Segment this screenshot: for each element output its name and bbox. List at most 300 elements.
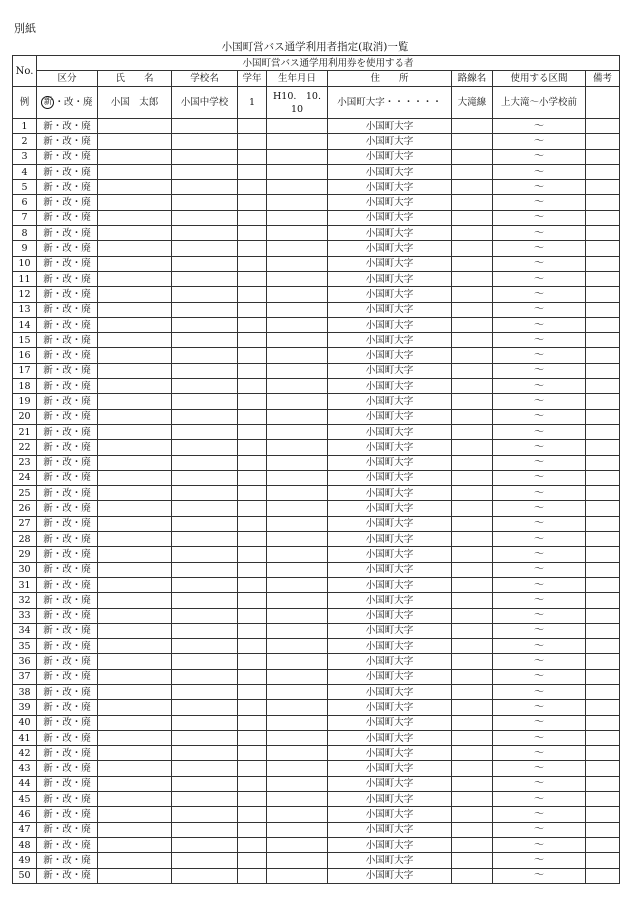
row-address: 小国町大字 [328,822,452,837]
row-grade [238,623,267,638]
row-birth [267,837,328,852]
row-birth [267,593,328,608]
row-school [172,516,238,531]
example-birth-line1: H10. 10. [272,90,321,102]
row-birth [267,761,328,776]
row-grade [238,271,267,286]
row-route [452,134,493,149]
row-number: 22 [13,440,37,455]
row-birth [267,730,328,745]
row-grade [238,226,267,241]
row-route [452,516,493,531]
row-school [172,180,238,195]
row-name [98,577,172,592]
row-school [172,669,238,684]
table-row [13,684,620,699]
table-row [13,654,620,669]
table-row [13,837,620,852]
row-number: 8 [13,226,37,241]
row-route [452,623,493,638]
row-route [452,593,493,608]
row-grade [238,195,267,210]
row-remarks [586,669,620,684]
row-category: 新・改・廃 [37,119,98,134]
row-name [98,379,172,394]
row-route [452,363,493,378]
row-grade [238,837,267,852]
row-section: ～ [493,210,586,225]
row-number: 28 [13,532,37,547]
row-name [98,119,172,134]
table-row [13,195,620,210]
row-category: 新・改・廃 [37,271,98,286]
example-no: 例 [13,87,37,119]
row-school [172,119,238,134]
row-grade [238,746,267,761]
row-category: 新・改・廃 [37,486,98,501]
row-route [452,792,493,807]
row-school [172,195,238,210]
row-address: 小国町大字 [328,195,452,210]
row-section: ～ [493,822,586,837]
row-category: 新・改・廃 [37,730,98,745]
row-remarks [586,837,620,852]
row-route [452,302,493,317]
row-category: 新・改・廃 [37,562,98,577]
row-section: ～ [493,409,586,424]
row-remarks [586,776,620,791]
row-number: 18 [13,379,37,394]
table-row [13,822,620,837]
row-name [98,761,172,776]
row-remarks [586,654,620,669]
row-name [98,164,172,179]
row-address: 小国町大字 [328,271,452,286]
row-school [172,409,238,424]
row-address: 小国町大字 [328,516,452,531]
table-row [13,516,620,531]
row-number: 3 [13,149,37,164]
row-name [98,409,172,424]
row-grade [238,119,267,134]
table-row [13,455,620,470]
table-row [13,317,620,332]
row-remarks [586,195,620,210]
row-category: 新・改・廃 [37,501,98,516]
row-number: 40 [13,715,37,730]
table-row [13,608,620,623]
row-section: ～ [493,241,586,256]
row-number: 24 [13,470,37,485]
row-grade [238,715,267,730]
row-grade [238,639,267,654]
row-section: ～ [493,333,586,348]
row-address: 小国町大字 [328,654,452,669]
row-remarks [586,241,620,256]
row-address: 小国町大字 [328,302,452,317]
row-remarks [586,363,620,378]
row-category: 新・改・廃 [37,593,98,608]
row-section: ～ [493,302,586,317]
row-school [172,639,238,654]
row-section: ～ [493,669,586,684]
row-address: 小国町大字 [328,715,452,730]
row-remarks [586,822,620,837]
row-category: 新・改・廃 [37,837,98,852]
row-number: 39 [13,700,37,715]
row-category: 新・改・廃 [37,256,98,271]
row-name [98,868,172,883]
row-remarks [586,409,620,424]
row-birth [267,409,328,424]
circled-category: 新 [41,96,54,109]
row-address: 小国町大字 [328,134,452,149]
row-route [452,684,493,699]
table-row [13,363,620,378]
row-name [98,363,172,378]
row-route [452,333,493,348]
row-remarks [586,348,620,363]
row-grade [238,807,267,822]
row-name [98,210,172,225]
row-school [172,149,238,164]
row-address: 小国町大字 [328,256,452,271]
table-row [13,547,620,562]
row-birth [267,119,328,134]
row-remarks [586,608,620,623]
example-category-rest: ・改・廃 [54,97,93,108]
row-number: 10 [13,256,37,271]
row-address: 小国町大字 [328,792,452,807]
example-category [37,87,98,119]
row-route [452,440,493,455]
row-birth [267,134,328,149]
row-route [452,639,493,654]
row-number: 4 [13,164,37,179]
example-route: 大滝線 [452,87,493,119]
table-row [13,776,620,791]
row-grade [238,440,267,455]
header-route: 路線名 [452,71,493,87]
row-grade [238,853,267,868]
header-category: 区分 [37,71,98,87]
table-row [13,256,620,271]
row-name [98,440,172,455]
row-number: 2 [13,134,37,149]
row-grade [238,654,267,669]
row-number: 17 [13,363,37,378]
table-row [13,669,620,684]
table-row [13,623,620,638]
row-remarks [586,746,620,761]
table-row [13,409,620,424]
row-route [452,853,493,868]
row-number: 45 [13,792,37,807]
row-section: ～ [493,593,586,608]
row-name [98,516,172,531]
row-name [98,394,172,409]
row-birth [267,317,328,332]
row-category: 新・改・廃 [37,577,98,592]
row-section: ～ [493,317,586,332]
row-birth [267,639,328,654]
row-category: 新・改・廃 [37,440,98,455]
row-number: 47 [13,822,37,837]
row-name [98,501,172,516]
row-name [98,700,172,715]
row-remarks [586,210,620,225]
row-school [172,486,238,501]
row-section: ～ [493,363,586,378]
row-remarks [586,532,620,547]
row-category: 新・改・廃 [37,700,98,715]
row-birth [267,149,328,164]
row-grade [238,164,267,179]
row-birth [267,868,328,883]
table-row [13,119,620,134]
row-address: 小国町大字 [328,164,452,179]
row-school [172,164,238,179]
row-school [172,608,238,623]
row-section: ～ [493,577,586,592]
row-birth [267,746,328,761]
table-row [13,746,620,761]
row-category: 新・改・廃 [37,241,98,256]
row-school [172,241,238,256]
row-section: ～ [493,348,586,363]
annex-label: 別紙 [14,22,36,35]
row-category: 新・改・廃 [37,822,98,837]
row-address: 小国町大字 [328,287,452,302]
row-number: 31 [13,577,37,592]
row-category: 新・改・廃 [37,409,98,424]
row-number: 9 [13,241,37,256]
row-remarks [586,868,620,883]
row-school [172,271,238,286]
row-grade [238,302,267,317]
row-grade [238,180,267,195]
row-address: 小国町大字 [328,210,452,225]
table-row [13,792,620,807]
row-grade [238,134,267,149]
header-row-group [13,56,620,71]
row-section: ～ [493,486,586,501]
row-address: 小国町大字 [328,577,452,592]
row-address: 小国町大字 [328,440,452,455]
row-name [98,470,172,485]
row-category: 新・改・廃 [37,287,98,302]
row-birth [267,715,328,730]
table-row [13,501,620,516]
row-address: 小国町大字 [328,486,452,501]
row-address: 小国町大字 [328,547,452,562]
row-grade [238,424,267,439]
row-number: 19 [13,394,37,409]
row-birth [267,348,328,363]
row-birth [267,623,328,638]
row-section: ～ [493,807,586,822]
row-section: ～ [493,424,586,439]
row-birth [267,241,328,256]
row-school [172,379,238,394]
row-category: 新・改・廃 [37,394,98,409]
row-birth [267,792,328,807]
row-section: ～ [493,271,586,286]
table-row [13,532,620,547]
row-grade [238,608,267,623]
row-name [98,348,172,363]
row-number: 6 [13,195,37,210]
row-section: ～ [493,516,586,531]
example-row [13,87,620,119]
row-birth [267,700,328,715]
header-no: No. [13,56,37,87]
row-route [452,180,493,195]
row-number: 30 [13,562,37,577]
row-remarks [586,180,620,195]
row-number: 26 [13,501,37,516]
row-birth [267,287,328,302]
row-route [452,562,493,577]
row-address: 小国町大字 [328,669,452,684]
table-row [13,486,620,501]
row-remarks [586,317,620,332]
row-school [172,853,238,868]
row-grade [238,761,267,776]
table-row [13,149,620,164]
row-name [98,486,172,501]
row-remarks [586,700,620,715]
row-birth [267,379,328,394]
example-name: 小国 太郎 [98,87,172,119]
row-birth [267,501,328,516]
row-birth [267,669,328,684]
row-name [98,271,172,286]
row-category: 新・改・廃 [37,761,98,776]
row-number: 20 [13,409,37,424]
row-birth [267,684,328,699]
row-route [452,501,493,516]
row-remarks [586,684,620,699]
row-school [172,394,238,409]
row-school [172,792,238,807]
row-school [172,302,238,317]
row-route [452,486,493,501]
row-grade [238,562,267,577]
row-birth [267,333,328,348]
row-address: 小国町大字 [328,776,452,791]
row-name [98,715,172,730]
row-number: 16 [13,348,37,363]
row-remarks [586,853,620,868]
row-category: 新・改・廃 [37,379,98,394]
table-row [13,226,620,241]
row-remarks [586,516,620,531]
row-route [452,379,493,394]
row-number: 34 [13,623,37,638]
row-number: 23 [13,455,37,470]
row-address: 小国町大字 [328,226,452,241]
table-row [13,440,620,455]
row-number: 12 [13,287,37,302]
row-route [452,700,493,715]
row-school [172,776,238,791]
row-remarks [586,470,620,485]
row-route [452,287,493,302]
row-category: 新・改・廃 [37,807,98,822]
row-remarks [586,547,620,562]
row-name [98,669,172,684]
table-row [13,180,620,195]
row-name [98,593,172,608]
row-name [98,241,172,256]
row-remarks [586,164,620,179]
row-route [452,654,493,669]
row-address: 小国町大字 [328,363,452,378]
row-number: 50 [13,868,37,883]
row-category: 新・改・廃 [37,348,98,363]
row-grade [238,287,267,302]
row-category: 新・改・廃 [37,424,98,439]
row-category: 新・改・廃 [37,776,98,791]
table-row [13,761,620,776]
row-school [172,715,238,730]
row-address: 小国町大字 [328,455,452,470]
header-group: 小国町営バス通学用利用券を使用する者 [37,56,620,71]
row-number: 7 [13,210,37,225]
row-remarks [586,562,620,577]
row-school [172,455,238,470]
table-row [13,394,620,409]
row-school [172,822,238,837]
row-category: 新・改・廃 [37,516,98,531]
row-birth [267,776,328,791]
row-school [172,547,238,562]
row-school [172,532,238,547]
row-remarks [586,302,620,317]
row-grade [238,684,267,699]
row-category: 新・改・廃 [37,639,98,654]
row-remarks [586,149,620,164]
row-address: 小国町大字 [328,562,452,577]
row-name [98,424,172,439]
row-birth [267,822,328,837]
row-grade [238,547,267,562]
row-number: 32 [13,593,37,608]
row-section: ～ [493,134,586,149]
row-birth [267,455,328,470]
header-section: 使用する区間 [493,71,586,87]
row-address: 小国町大字 [328,333,452,348]
row-grade [238,730,267,745]
row-route [452,256,493,271]
row-section: ～ [493,639,586,654]
row-address: 小国町大字 [328,730,452,745]
row-section: ～ [493,379,586,394]
row-number: 48 [13,837,37,852]
row-number: 14 [13,317,37,332]
row-remarks [586,394,620,409]
row-grade [238,241,267,256]
row-birth [267,654,328,669]
table-row [13,241,620,256]
row-section: ～ [493,195,586,210]
row-category: 新・改・廃 [37,210,98,225]
row-category: 新・改・廃 [37,715,98,730]
row-section: ～ [493,119,586,134]
row-section: ～ [493,868,586,883]
row-grade [238,470,267,485]
